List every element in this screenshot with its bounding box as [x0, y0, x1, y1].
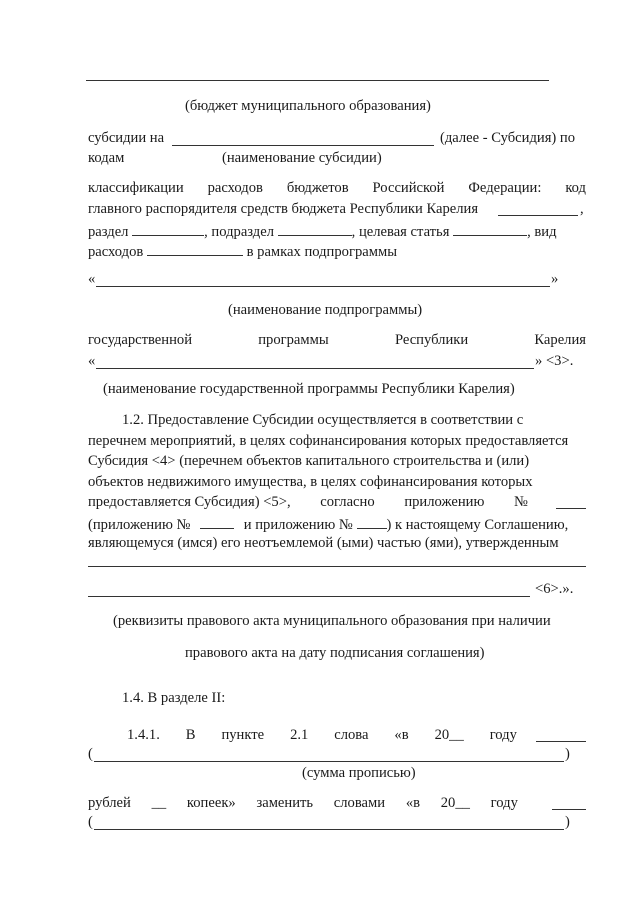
appendix-number-blank-3 — [357, 514, 387, 529]
target-article-blank — [453, 221, 527, 236]
subprogram-open-quote: « — [88, 271, 96, 287]
expense-type-blank — [147, 241, 243, 256]
appendix-number-blank-2 — [200, 514, 234, 529]
subsidy-suffix: (далее - Субсидия) по — [440, 130, 576, 146]
subsidy-name-caption: (наименование субсидии) — [222, 150, 382, 166]
amount-caption: (сумма прописью) — [302, 765, 416, 781]
code-blank — [498, 215, 578, 216]
state-program-blank — [96, 368, 534, 369]
item-1-4-heading: 1.4. В разделе II: — [122, 690, 226, 706]
legal-act-caption-2: правового акта на дату подписания соглашения) — [185, 645, 485, 661]
classification-line-1: классификации расходов бюджетов Российской Федерации: код — [88, 180, 586, 196]
legal-act-blank-1 — [88, 566, 586, 567]
classification-line-2: главного распорядителя средств бюджета Республики Карелия — [88, 201, 479, 217]
legal-act-caption-1: (реквизиты правового акта муниципального образования при наличии — [113, 613, 551, 629]
item-1-2-line-1: 1.2. Предоставление Субсидии осуществляется в соответствии с — [122, 412, 524, 428]
amount-close-paren-2: ) — [565, 814, 570, 830]
state-program-caption: (наименование государственной программы Республики Карелия) — [103, 381, 515, 397]
codes-label: кодам — [88, 150, 125, 166]
classification-line-4: расходов в рамках подпрограммы — [88, 241, 397, 261]
state-program-close: » <3>. — [535, 353, 574, 369]
item-1-2-line-3: Субсидия <4> (перечнем объектов капитального строительства и (или) — [88, 453, 530, 469]
item-1-2-line-5: предоставляется Субсидия) <5>, согласно приложению № — [88, 494, 528, 510]
subprogram-caption: (наименование подпрограммы) — [228, 302, 423, 318]
appendix-number-blank — [556, 508, 586, 509]
amount-blank-3 — [552, 809, 586, 810]
amount-blank-1 — [536, 741, 586, 742]
amount-blank-4 — [94, 829, 564, 830]
subsidy-label: субсидии на — [88, 130, 165, 146]
subprogram-close-quote: » — [551, 271, 559, 287]
item-1-2-line-7: являющемуся (имся) его неотъемлемой (ыми) частью (ями), утвержденным — [88, 535, 559, 551]
legal-act-blank-2 — [88, 596, 530, 597]
top-rule — [86, 80, 549, 81]
item-1-2-line-4: объектов недвижимого имущества, в целях софинансирования которых — [88, 474, 533, 490]
amount-open-paren: ( — [88, 746, 93, 762]
comma: , — [580, 201, 584, 217]
item-1-2-line-9-tail: <6>.». — [535, 581, 574, 597]
item-1-4-1-line-3: рублей __ копеек» заменить словами «в 20__ году — [88, 795, 518, 811]
classification-line-3: раздел , подраздел , целевая статья , вид — [88, 221, 557, 241]
subsidy-name-blank — [172, 145, 434, 146]
amount-blank-2 — [94, 761, 564, 762]
budget-caption: (бюджет муниципального образования) — [185, 98, 431, 114]
state-program-line-1: государственной программы Республики Карелия — [88, 332, 586, 348]
subsection-blank — [278, 221, 352, 236]
item-1-4-1-line-1: 1.4.1. В пункте 2.1 слова «в 20__ году — [127, 727, 517, 743]
section-blank — [132, 221, 204, 236]
item-1-2-line-6: (приложению № и приложению № ) к настоящему Соглашению, — [88, 514, 568, 534]
state-program-open-quote: « — [88, 353, 96, 369]
amount-close-paren: ) — [565, 746, 570, 762]
amount-open-paren-2: ( — [88, 814, 93, 830]
item-1-2-line-2: перечнем мероприятий, в целях софинансирования которых предоставляется — [88, 433, 569, 449]
subprogram-blank — [96, 286, 550, 287]
